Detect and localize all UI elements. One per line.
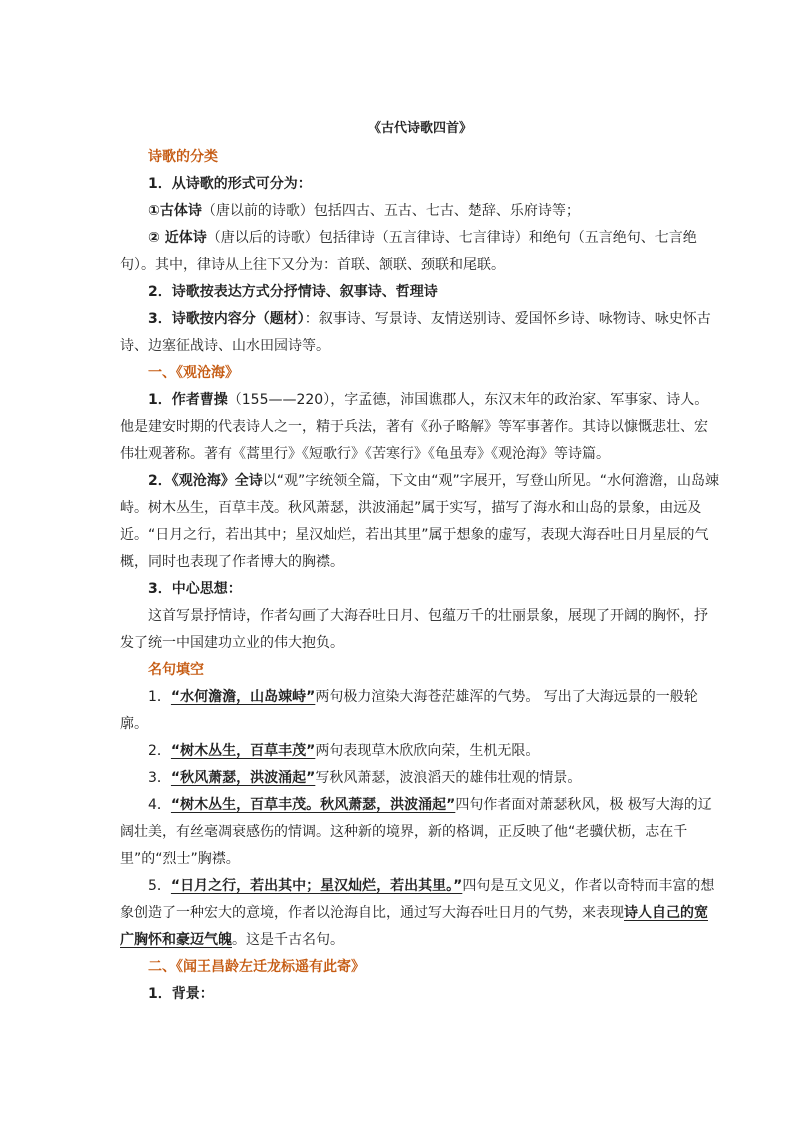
fill-item-text: 写秋风萧瑟，波浪滔天的雄伟壮观的情景。 bbox=[315, 770, 582, 786]
fill-item bbox=[120, 738, 720, 765]
document-title: 《古代诗歌四首》 bbox=[367, 121, 472, 136]
poem-analysis-paragraph bbox=[120, 468, 720, 576]
fill-item-quote: “树木丛生，百草丰茂” bbox=[170, 743, 316, 759]
section-heading-fill: 名句填空 bbox=[148, 662, 204, 678]
section-heading-classification: 诗歌的分类 bbox=[148, 149, 218, 165]
fill-item bbox=[120, 765, 720, 792]
ancient-poetry-text: （唐以前的诗歌）包括四古、五古、七古、楚辞、乐府诗等； bbox=[201, 203, 580, 219]
fill-item-number: 2． bbox=[148, 743, 171, 759]
modern-poetry-line bbox=[120, 225, 720, 279]
fill-item-quote: “秋风萧瑟，洪波涌起” bbox=[170, 770, 316, 786]
section-heading-poem1: 一、《观沧海》 bbox=[148, 365, 239, 381]
fill-item-text-end: 。这是千古名句。 bbox=[232, 932, 344, 948]
fill-item-number: 1． bbox=[148, 689, 171, 705]
fill-item bbox=[120, 684, 720, 738]
background-label: 1．背景： bbox=[148, 986, 214, 1002]
author-label: 1．作者曹操 bbox=[148, 392, 228, 408]
fill-item-number: 5． bbox=[148, 878, 171, 894]
fill-item-quote: “日月之行，若出其中；星汉灿烂，若出其里。” bbox=[170, 878, 463, 894]
fill-item-emphasis: 诗人自己的宽广胸怀和豪迈气魄 bbox=[120, 905, 708, 948]
fill-item-text: 两句极力渲染大海苍茫雄浑的气势。 写出了大海远景的一般轮廓。 bbox=[120, 689, 698, 732]
poem-analysis-text: 以“观”字统领全篇，下文由“观”字展开，写登山所见。“水何澹澹，山岛竦峙。树木丛生，百草丰茂。秋风萧瑟，洪波涌起”属于实写，描写了海水和山岛的景象，由远及近。“日月之行，若出其中；星汉灿烂，若出其里”属于想象的虚写，表现大海吞吐日月星辰的气概，同时也表现了作者博大的胸襟。 bbox=[120, 473, 720, 570]
fill-item-quote: “水何澹澹，山岛竦峙” bbox=[170, 689, 316, 705]
modern-poetry-label: ② 近体诗 bbox=[148, 230, 207, 246]
expression-classification: 2．诗歌按表达方式分抒情诗、叙事诗、哲理诗 bbox=[148, 284, 438, 300]
fill-item-text: 四句是互文见义，作者以奇特而丰富的想象创造了一种宏大的意境，作者以沧海自比，通过写大海吞吐日月的气势，来表现 bbox=[120, 878, 715, 921]
content-text: ：叙事诗、写景诗、友情送别诗、爱国怀乡诗、咏物诗、咏史怀古诗、边塞征战诗、山水田园诗等。 bbox=[120, 311, 711, 354]
document-page bbox=[120, 118, 720, 1008]
poem-analysis-label: 2．《观沧海》全诗 bbox=[148, 473, 263, 489]
author-text: （155——220），字孟德，沛国谯郡人，东汉末年的政治家、军事家、诗人。他是建安时期的代表诗人之一，精于兵法，著有《孙子略解》等军事著作。其诗以慷慨悲壮、宏伟壮观著称。著有《蒿里行》《短歌行》《苦寒行》《龟虽寿》《观沧海》等诗篇。 bbox=[120, 392, 709, 462]
ancient-poetry-line bbox=[120, 198, 720, 225]
fill-item bbox=[120, 873, 720, 954]
fill-item-quote: “树木丛生，百草丰茂。秋风萧瑟，洪波涌起” bbox=[170, 797, 456, 813]
fill-item bbox=[120, 792, 720, 873]
modern-poetry-text: （唐以后的诗歌）包括律诗（五言律诗、七言律诗）和绝句（五言绝句、七言绝句）。其中，律诗从上往下又分为：首联、颔联、颈联和尾联。 bbox=[120, 230, 697, 273]
ancient-poetry-label: ①古体诗 bbox=[148, 203, 202, 219]
section-heading-poem2: 二、《闻王昌龄左迁龙标遥有此寄》 bbox=[148, 959, 365, 975]
author-paragraph bbox=[120, 387, 720, 468]
fill-item-text: 两句表现草木欣欣向荣，生机无限。 bbox=[315, 743, 540, 759]
theme-text: 这首写景抒情诗，作者勾画了大海吞吐日月、包蕴万千的壮丽景象，展现了开阔的胸怀，抒发了统一中国建功立业的伟大抱负。 bbox=[120, 608, 708, 651]
theme-label: 3．中心思想： bbox=[148, 581, 242, 597]
form-intro: 1．从诗歌的形式可分为： bbox=[148, 176, 312, 192]
fill-item-text: 四句作者面对萧瑟秋风，极 极写大海的辽阔壮美，有丝毫凋衰感伤的情调。这种新的境界，新的格调，正反映了他“老骥伏枥，志在千里”的“烈士”胸襟。 bbox=[120, 797, 712, 867]
fill-item-number: 4． bbox=[148, 797, 171, 813]
content-classification bbox=[120, 306, 720, 360]
fill-item-number: 3． bbox=[148, 770, 171, 786]
content-label: 3．诗歌按内容分（题材） bbox=[148, 311, 305, 327]
